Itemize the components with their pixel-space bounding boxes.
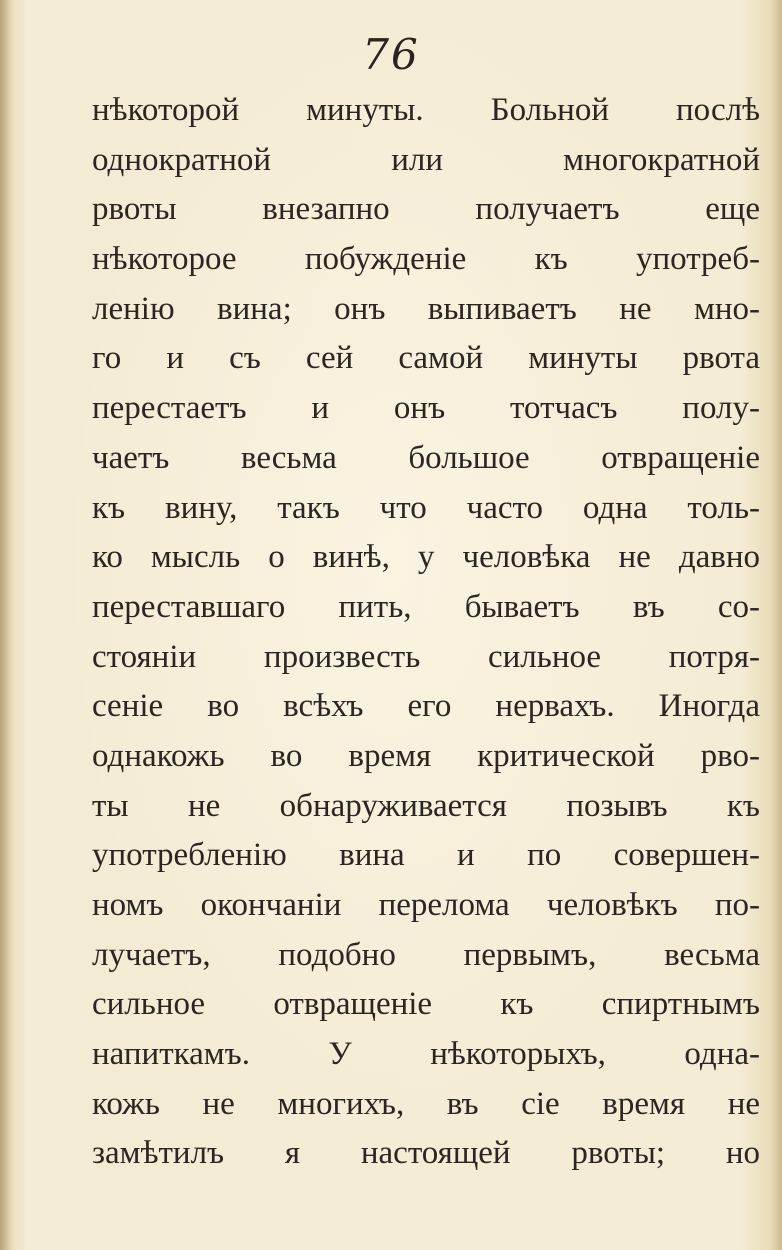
text-line: нѣкоторой минуты. Больной послѣ xyxy=(92,92,760,128)
text-line: однократной или многократной xyxy=(92,141,760,178)
text-line: го и съ сей самой минуты рвота xyxy=(92,340,760,377)
text-line: къ вину, такъ что часто одна толь- xyxy=(92,489,760,526)
text-line: употребленію вина и по совершен- xyxy=(92,837,760,874)
text-line: номъ окончаніи перелома человѣкъ по- xyxy=(92,887,760,923)
page-number: 76 xyxy=(362,30,420,79)
text-line: ленію вина; онъ выпиваетъ не мно- xyxy=(92,290,760,327)
text-line: сеніе во всѣхъ его нервахъ. Иногда xyxy=(92,688,760,725)
text-line: напиткамъ. У нѣкоторыхъ, одна- xyxy=(92,1036,760,1073)
text-line: перестаетъ и онъ тотчасъ полу- xyxy=(92,390,760,427)
text-line: ко мысль о винѣ, у человѣка не давно xyxy=(92,539,760,576)
text-line: нѣкоторое побужденіе къ употреб- xyxy=(92,241,760,278)
text-line: лучаетъ, подобно первымъ, весьма xyxy=(92,936,760,973)
text-line: ты не обнаруживается позывъ къ xyxy=(92,787,760,824)
text-line: стояніи произвесть сильное потря- xyxy=(92,638,760,675)
text-line: переставшаго пить, бываетъ въ со- xyxy=(92,588,760,625)
text-line: рвоты внезапно получаетъ еще xyxy=(92,191,760,228)
text-line: замѣтилъ я настоящей рвоты; но xyxy=(92,1135,760,1172)
text-line: чаетъ весьма большое отвращеніе xyxy=(92,439,760,476)
text-line: однакожь во время критической рво- xyxy=(92,737,760,774)
text-line: сильное отвращеніе къ спиртнымъ xyxy=(92,986,760,1023)
body-text xyxy=(92,86,760,1179)
text-line: кожь не многихъ, въ сіе время не xyxy=(92,1085,760,1122)
